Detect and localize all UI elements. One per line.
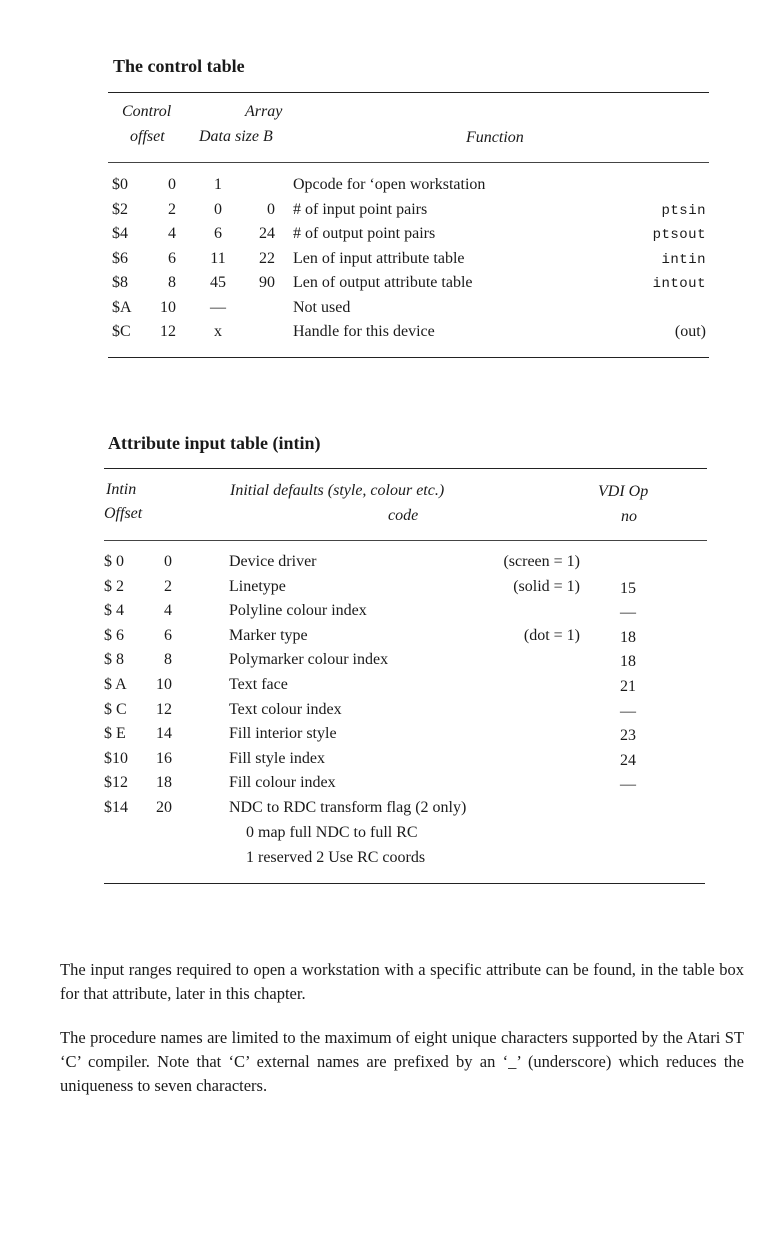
control-cell-note: intout [652,276,706,292]
attribute-cell-hex: $ 2 [104,577,124,595]
control-cell-data: — [210,298,226,316]
control-cell-dec: 12 [160,323,176,340]
control-cell-offset: $2 [112,200,128,218]
body-paragraph: The procedure names are limited to the maximum of eight unique characters supported by the Atari ST ‘C’ compiler. Note that ‘C’ external names are prefixed by an ‘_’ (underscore) which reduces the uniqueness to seven characters. [60,1028,744,1095]
control-cell-offset: $0 [112,176,128,193]
attribute-cell-op: — [620,604,636,622]
attribute-header-code: code [388,507,419,524]
attribute-cell-hex: $12 [104,774,128,792]
attribute-cell-desc: Linetype [229,577,286,595]
attribute-cell-op: 23 [620,727,636,745]
attribute-cell-dec: 4 [164,602,172,620]
body-paragraph: The input ranges required to open a workstation with a specific attribute can be found, in the table box for that attribute, later in this chapter. [60,960,744,1003]
attribute-cell-hex: $ 0 [104,553,124,570]
attribute-cell-code: (dot = 1) [523,626,580,644]
attribute-cell-hex: $10 [104,749,128,767]
control-cell-function: # of output point pairs [293,225,436,242]
control-cell-size: 0 [267,200,275,218]
control-cell-function: Len of input attribute table [293,249,465,267]
attribute-cell-hex: $ 6 [104,626,124,644]
control-cell-data: 0 [214,200,222,218]
attribute-cell-desc: NDC to RDC transform flag (2 only) [229,799,467,816]
control-header-control: Control [122,103,172,120]
control-cell-function: Handle for this device [293,323,435,340]
control-cell-dec: 10 [160,298,176,316]
attribute-cell-hex: $ C [104,700,127,718]
attribute-cell-dec: 12 [156,700,172,718]
control-cell-function: # of input point pairs [293,200,428,218]
control-cell-dec: 2 [168,200,176,218]
control-cell-dec: 6 [168,249,176,267]
attribute-cell-dec: 10 [156,676,172,693]
attribute-header-defaults: Initial defaults (style, colour etc.) [230,482,445,499]
control-header-array: Array [245,103,283,120]
attribute-header-vdi-op: VDI Op [598,483,649,500]
attribute-cell-op: 24 [620,751,636,769]
control-cell-note: (out) [674,323,706,340]
attribute-header-intin: Intin [106,481,137,498]
control-cell-data: 11 [210,249,226,267]
control-cell-dec: 8 [168,274,176,291]
control-header-function: Function [466,129,524,146]
attribute-cell-code: (screen = 1) [503,553,580,570]
attribute-cell-op: — [620,702,636,720]
control-cell-data: 6 [214,225,222,242]
attribute-table-top-rule [104,468,707,469]
attribute-cell-hex: $14 [104,799,128,816]
attribute-cell-desc: Device driver [229,553,317,570]
control-cell-data: 45 [210,274,226,291]
control-table-title: The control table [113,56,245,76]
control-cell-dec: 4 [168,225,176,242]
control-cell-offset: $A [112,298,132,316]
attribute-cell-op: — [620,776,636,794]
attribute-cell-op: 15 [620,579,636,597]
control-cell-data: x [214,323,222,340]
attribute-cell-dec: 16 [156,749,172,767]
attribute-header-offset: Offset [104,505,143,522]
attribute-cell-op: 21 [620,678,636,695]
attribute-cell-desc: Polyline colour index [229,602,367,620]
control-table-top-rule [108,92,709,93]
control-cell-size: 90 [259,274,275,291]
control-cell-data: 1 [214,176,222,193]
attribute-cell-dec: 0 [164,553,172,570]
attribute-cell-dec: 18 [156,774,172,792]
control-cell-note: ptsout [652,227,706,243]
control-table-header-rule [108,162,709,163]
attribute-cell-hex: $ 4 [104,602,124,620]
attribute-cell-dec: 6 [164,626,172,644]
attribute-cell-op: 18 [620,628,636,646]
attribute-cell-desc: Text face [229,676,288,693]
attribute-cell-desc: Polymarker colour index [229,651,389,669]
control-cell-function: Not used [293,298,351,316]
attribute-cell-desc: Fill interior style [229,725,337,743]
attribute-header-no: no [621,508,637,525]
control-header-data-size: Data size B [199,128,273,145]
attribute-cell-dec: 8 [164,651,172,669]
control-cell-size: 22 [259,249,275,267]
control-cell-function: Opcode for ‘open workstation [293,176,486,193]
control-cell-offset: $6 [112,249,128,267]
control-header-offset: offset [130,128,165,145]
attribute-cell-op: 18 [620,653,636,671]
control-cell-size: 24 [259,225,275,242]
control-cell-dec: 0 [168,176,176,193]
control-cell-offset: $C [112,323,131,340]
attribute-subnote: 1 reserved 2 Use RC coords [246,849,426,866]
attribute-cell-code: (solid = 1) [513,577,580,595]
attribute-cell-desc: Fill style index [229,749,325,767]
control-table-bottom-rule [108,357,709,358]
attribute-subnote: 0 map full NDC to full RC [246,824,418,841]
control-cell-offset: $4 [112,225,128,242]
attribute-table-bottom-rule [104,883,705,884]
control-cell-offset: $8 [112,274,128,291]
attribute-table-title: Attribute input table (intin) [108,433,321,453]
attribute-cell-hex: $ A [104,676,127,693]
attribute-cell-desc: Text colour index [229,700,342,718]
attribute-table-header-rule [104,540,707,541]
attribute-cell-dec: 2 [164,577,172,595]
attribute-cell-desc: Marker type [229,626,308,644]
attribute-cell-hex: $ 8 [104,651,124,669]
attribute-cell-dec: 14 [156,725,172,743]
attribute-cell-desc: Fill colour index [229,774,336,792]
control-cell-note: intin [661,251,706,268]
control-cell-note: ptsin [661,202,706,219]
attribute-cell-dec: 20 [156,799,172,816]
attribute-cell-hex: $ E [104,725,126,743]
control-cell-function: Len of output attribute table [293,274,473,291]
